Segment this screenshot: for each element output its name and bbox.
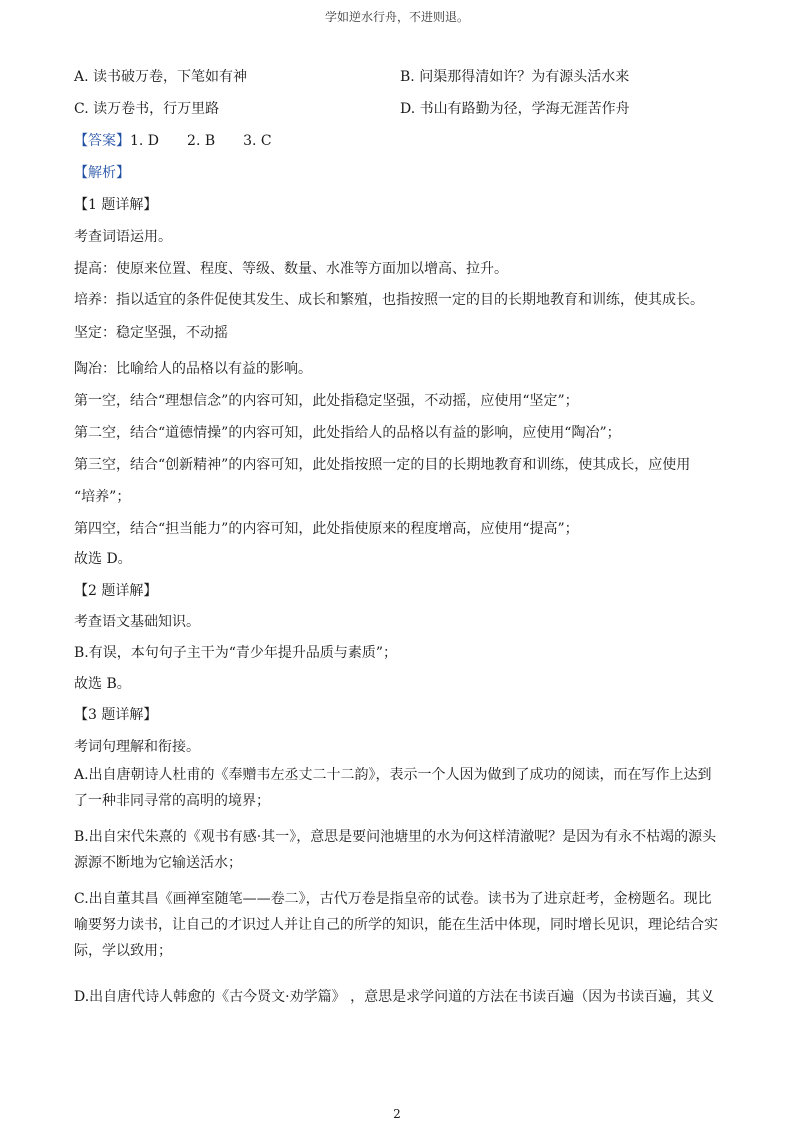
- q1-line: 第一空，结合“理想信念”的内容可知，此处指稳定坚强，不动摇，应使用“坚定”；: [74, 393, 579, 409]
- option-d: D. 书山有路勤为径，学海无涯苦作舟: [400, 101, 630, 117]
- q1-line: 故选 D。: [74, 551, 132, 567]
- options-row-1: [74, 58, 724, 90]
- q3-para-b: B.出自宋代朱熹的《观书有感·其一》，意思是要问池塘里的水为何这样清澈呢？是因为有永不枯竭的源头源源不断地为它输送活水；: [74, 829, 717, 871]
- q1-line: 考查词语运用。: [74, 229, 172, 245]
- q2-title: 【2 题详解】: [74, 583, 158, 599]
- q2-line: B.有误，本句句子主干为“青少年提升品质与素质”；: [74, 645, 398, 661]
- q1-line: 培养：指以适宜的条件促使其发生、成长和繁殖，也指按照一定的目的长期地教育和训练，使其成长。: [74, 292, 704, 308]
- q3-line: 考词句理解和衔接。: [74, 739, 200, 755]
- page-number: 2: [393, 1107, 401, 1121]
- q1-line: “培养”；: [74, 489, 131, 505]
- page-header: 学如逆水行舟，不进则退。: [324, 10, 469, 24]
- q1-line: 陶冶：比喻给人的品格以有益的影响。: [74, 361, 312, 377]
- answer-tag: 【答案】: [74, 133, 130, 149]
- options-block: [74, 58, 724, 122]
- q1-line: 第三空，结合“创新精神”的内容可知，此处指按照一定的目的长期地教育和训练，使其成长，应使用: [74, 457, 691, 473]
- q2-line: 故选 B。: [74, 676, 131, 692]
- q2-line: 考查语文基础知识。: [74, 614, 200, 630]
- answer-line: [74, 130, 724, 150]
- analysis-tag: 【解析】: [74, 165, 130, 181]
- option-c: C. 读万卷书，行万里路: [74, 101, 220, 117]
- q3-para-a: A.出自唐朝诗人杜甫的《奉赠韦左丞丈二十二韵》，表示一个人因为做到了成功的阅读，而在写作上达到了一种非同寻常的高明的境界；: [74, 767, 712, 809]
- q1-line: 第四空，结合“担当能力”的内容可知，此处指使原来的程度增高，应使用“提高”；: [74, 521, 579, 537]
- q1-line: 提高：使原来位置、程度、等级、数量、水准等方面加以增高、拉升。: [74, 261, 508, 277]
- answer-text: 1. D 2. B 3. C: [130, 133, 272, 149]
- options-row-2: [74, 90, 724, 122]
- q1-title: 【1 题详解】: [74, 197, 158, 213]
- option-a: A. 读书破万卷，下笔如有神: [74, 69, 248, 85]
- option-b: B. 问渠那得清如许？为有源头活水来: [400, 69, 630, 85]
- q1-line: 坚定：稳定坚强，不动摇: [74, 325, 228, 341]
- q3-para-c: C.出自董其昌《画禅室随笔——卷二》，古代万卷是指皇帝的试卷。读书为了进京赶考，金榜题名。现比喻要努力读书，让自己的才识过人并让自己的所学的知识，能在生活中体现，同时增长见识，理论结合实际，学以致用；: [74, 891, 718, 959]
- q1-line: 第二空，结合“道德情操”的内容可知，此处指给人的品格以有益的影响，应使用“陶冶”；: [74, 425, 621, 441]
- q3-title: 【3 题详解】: [74, 707, 158, 723]
- q3-para-d: D.出自唐代诗人韩愈的《古今贤文·劝学篇》 ，意思是求学问道的方法在书读百遍（因为书读百遍，其义: [74, 989, 715, 1005]
